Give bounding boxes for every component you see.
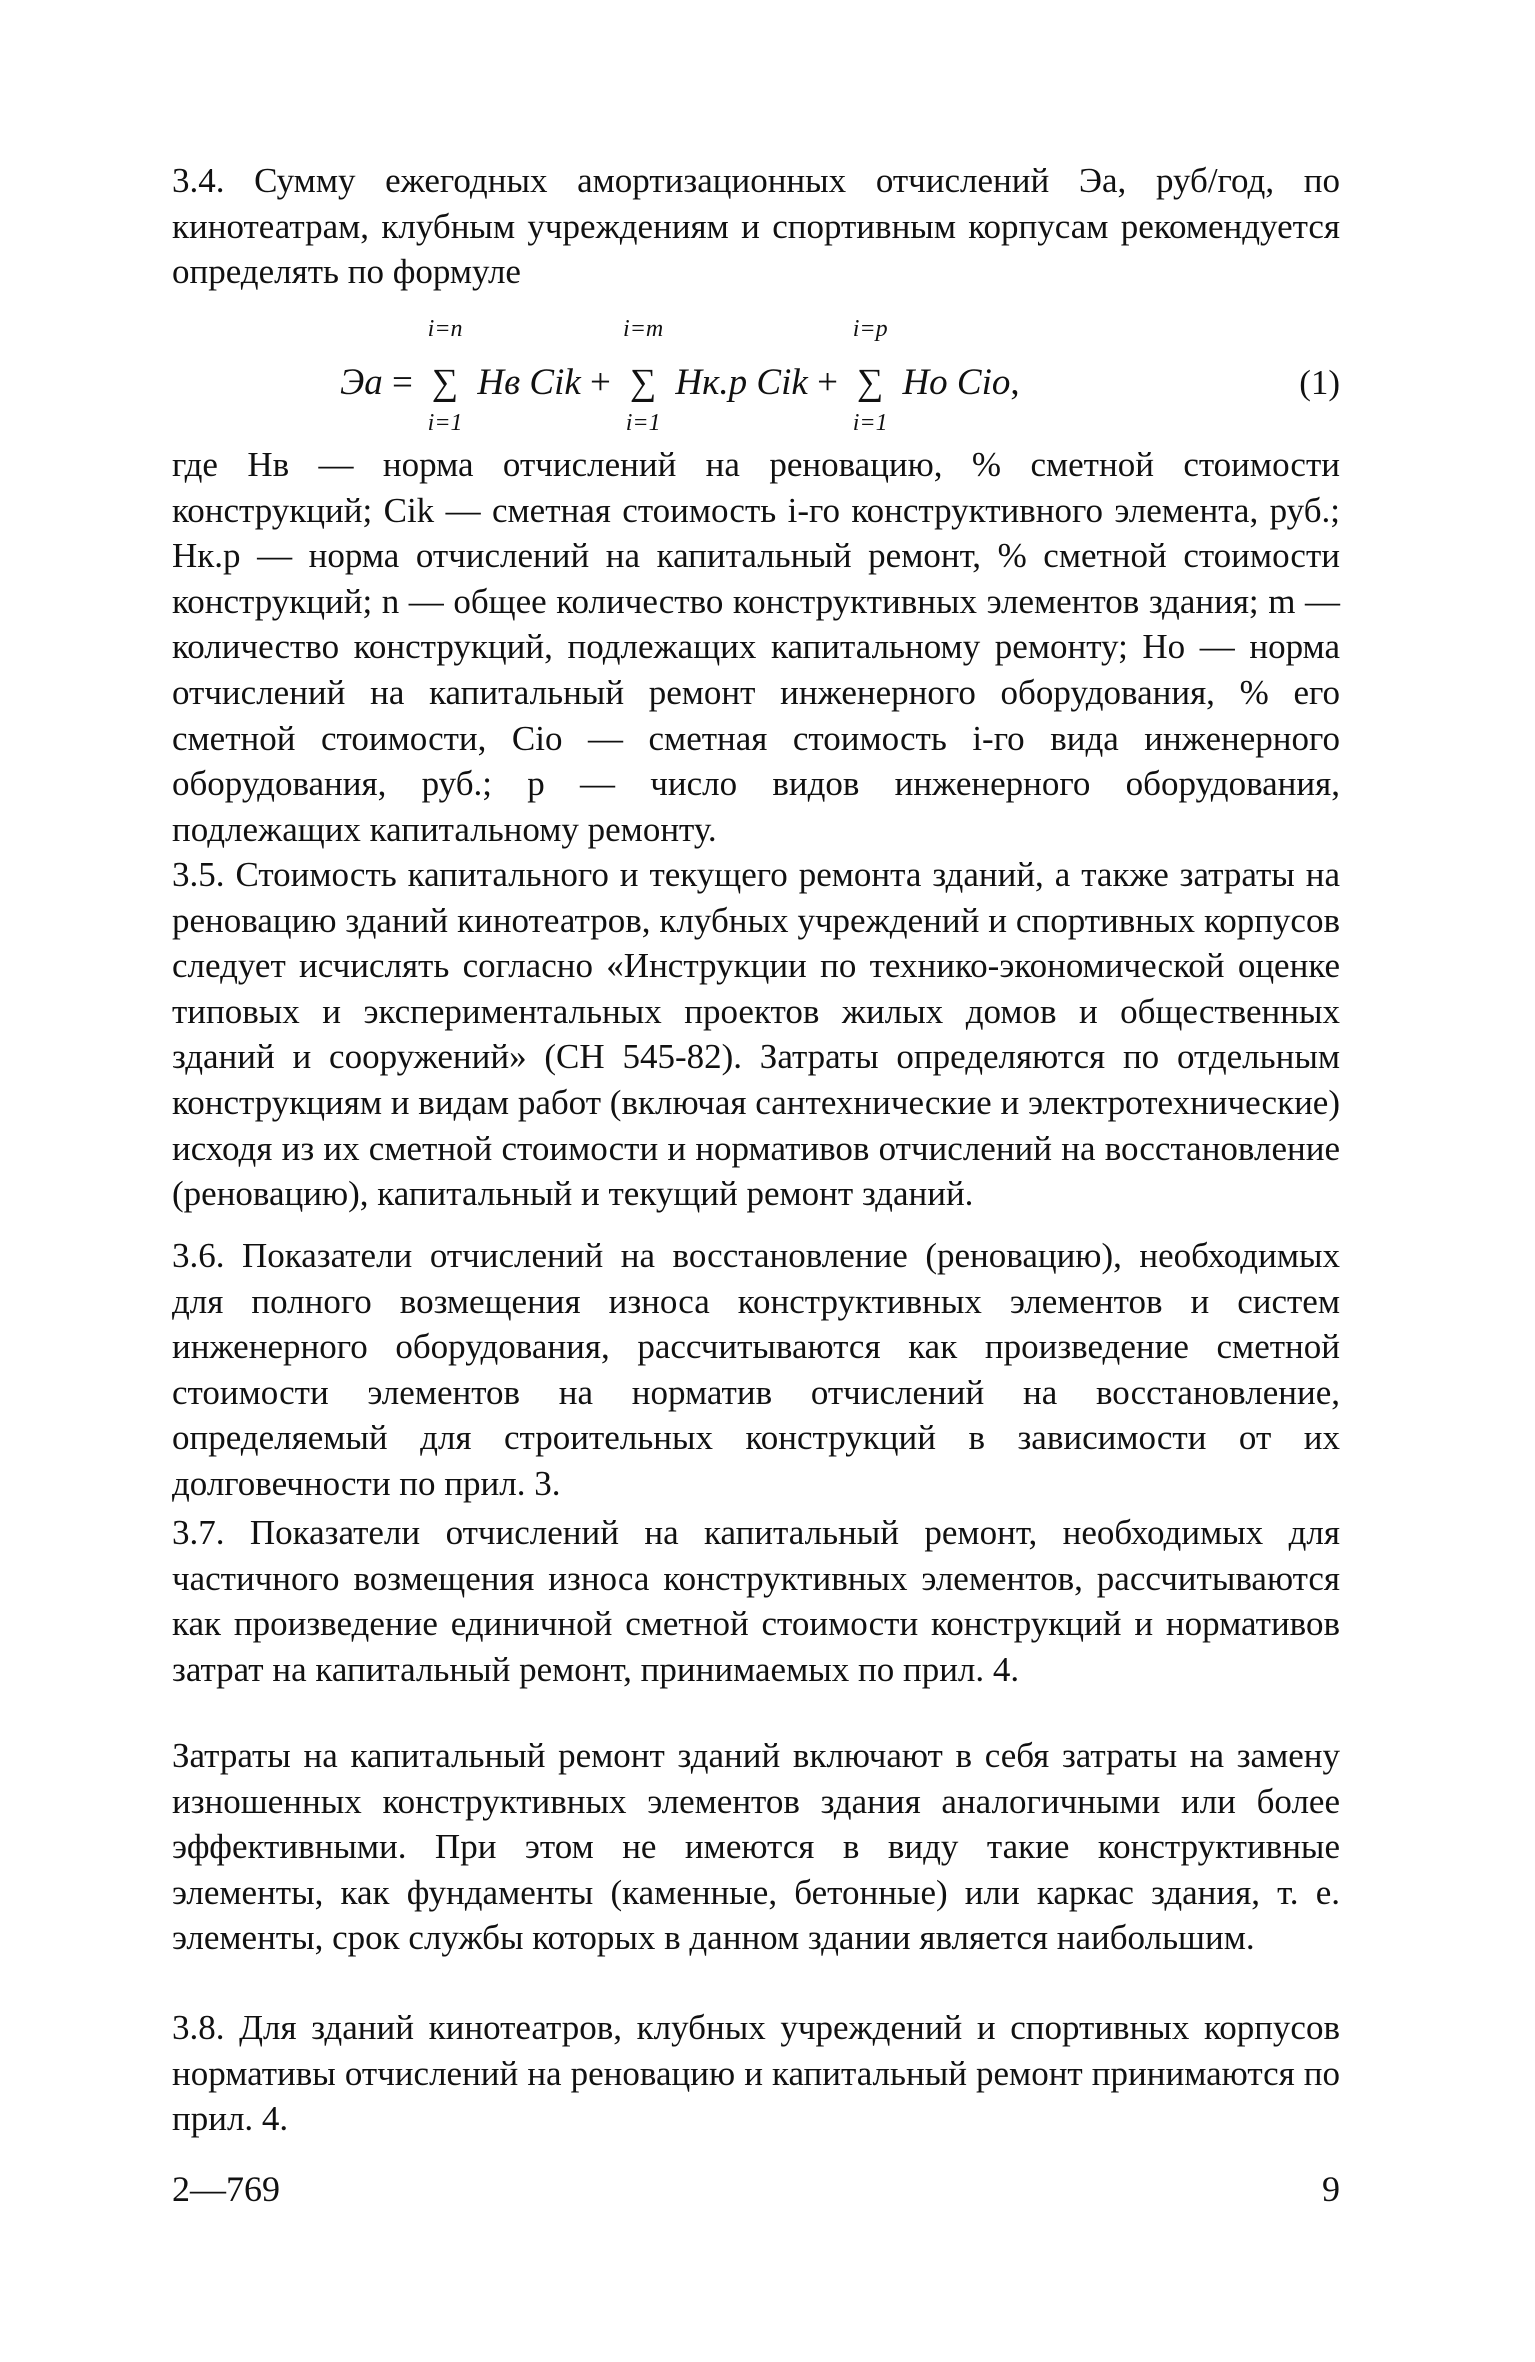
sum-1-lower: i=1 <box>427 410 463 436</box>
sum-1 <box>422 316 468 436</box>
sum-1-upper: i=n <box>427 316 463 342</box>
formula-plus-2: + <box>817 362 838 403</box>
paragraph-capital-repair: Затраты на капитальный ремонт зданий включают в себя затраты на замену изношенных конструктивных элементов здания аналогичными или более эффективными. При этом не имеются в виду такие конструктивные элементы, как фундаменты (каменные, бетонные) или каркас здания, т. е. элементы, срок службы которых в данном здании является наибольшим. <box>172 1736 1340 1958</box>
sum-2 <box>620 316 666 436</box>
term-3: Но Cio <box>902 362 1011 403</box>
term-2: Нк.р Cik <box>675 362 808 403</box>
sum-3 <box>847 316 893 436</box>
paragraph-3-5: 3.5. Стоимость капитального и текущего ремонта зданий, а также затраты на реновацию зданий кинотеатров, клубных учреждений и спортивных корпусов следует исчислять согласно «Инструкции по технико-экономической оценке типовых и экспериментальных проектов жилых домов и общественных зданий и сооружений» (СН 545-82). Затраты определяются по отдельным конструкциям и видам работ (включая сантехнические и электротехнические) исходя из их сметной стоимости и нормативов отчислений на восстановление (реновацию), капитальный и текущий ремонт зданий. <box>172 855 1340 1214</box>
sigma-1: ∑ <box>431 362 459 403</box>
paragraph-3-4: 3.4. Сумму ежегодных амортизационных отчислений Эа, руб/год, по кинотеатрам, клубным учреждениям и спортивным корпусам рекомендуется определять по формуле <box>172 161 1340 292</box>
term-1: Нв Cik <box>477 362 581 403</box>
sum-2-lower: i=1 <box>625 410 661 436</box>
formula-lhs: Эа <box>340 362 383 403</box>
sum-3-lower: i=1 <box>852 410 888 436</box>
sum-3-upper: i=p <box>852 316 888 342</box>
formula-plus-1: + <box>590 362 611 403</box>
formula-number: (1) <box>1299 363 1340 402</box>
paragraph-3-7: 3.7. Показатели отчислений на капитальный ремонт, необходимых для частичного возмещения износа конструктивных элементов, рассчитываются как произведение единичной сметной стоимости конструкций и нормативов затрат на капитальный ремонт, принимаемых по прил. 4. <box>172 1513 1340 1689</box>
printer-signature: 2—769 <box>172 2169 280 2209</box>
formula-1 <box>340 316 1340 453</box>
page-number: 9 <box>1322 2169 1340 2209</box>
sigma-2: ∑ <box>629 362 657 403</box>
formula-expression <box>340 316 1020 436</box>
sigma-3: ∑ <box>857 362 884 403</box>
paragraph-3-8: 3.8. Для зданий кинотеатров, клубных учреждений и спортивных корпусов нормативы отчислений на реновацию и капитальный ремонт принимаются по прил. 4. <box>172 2008 1340 2139</box>
paragraph-definitions: где Нв — норма отчислений на реновацию, % сметной стоимости конструкций; Cik — сметная стоимость i-го конструктивного элемента, руб.; Нк.р — норма отчислений на капитальный ремонт, % сметной стоимости конструкций; n — общее количество конструктивных элементов здания; m — количество конструкций, подлежащих капитальному ремонту; Но — норма отчислений на капитальный ремонт инженерного оборудования, % его сметной стоимости, Cio — сметная стоимость i-го вида инженерного оборудования, руб.; p — число видов инженерного оборудования, подлежащих капитальному ремонту. <box>172 445 1340 849</box>
formula-equals: = <box>391 362 413 403</box>
sum-2-upper: i=m <box>623 316 664 342</box>
formula-comma: , <box>1010 362 1020 403</box>
paragraph-3-6: 3.6. Показатели отчислений на восстановление (реновацию), необходимых для полного возмещения износа конструктивных элементов и систем инженерного оборудования, рассчитываются как произведение сметной стоимости элементов на норматив отчислений на восстановление, определяемый для строительных конструкций в зависимости от их долговечности по прил. 3. <box>172 1236 1340 1503</box>
